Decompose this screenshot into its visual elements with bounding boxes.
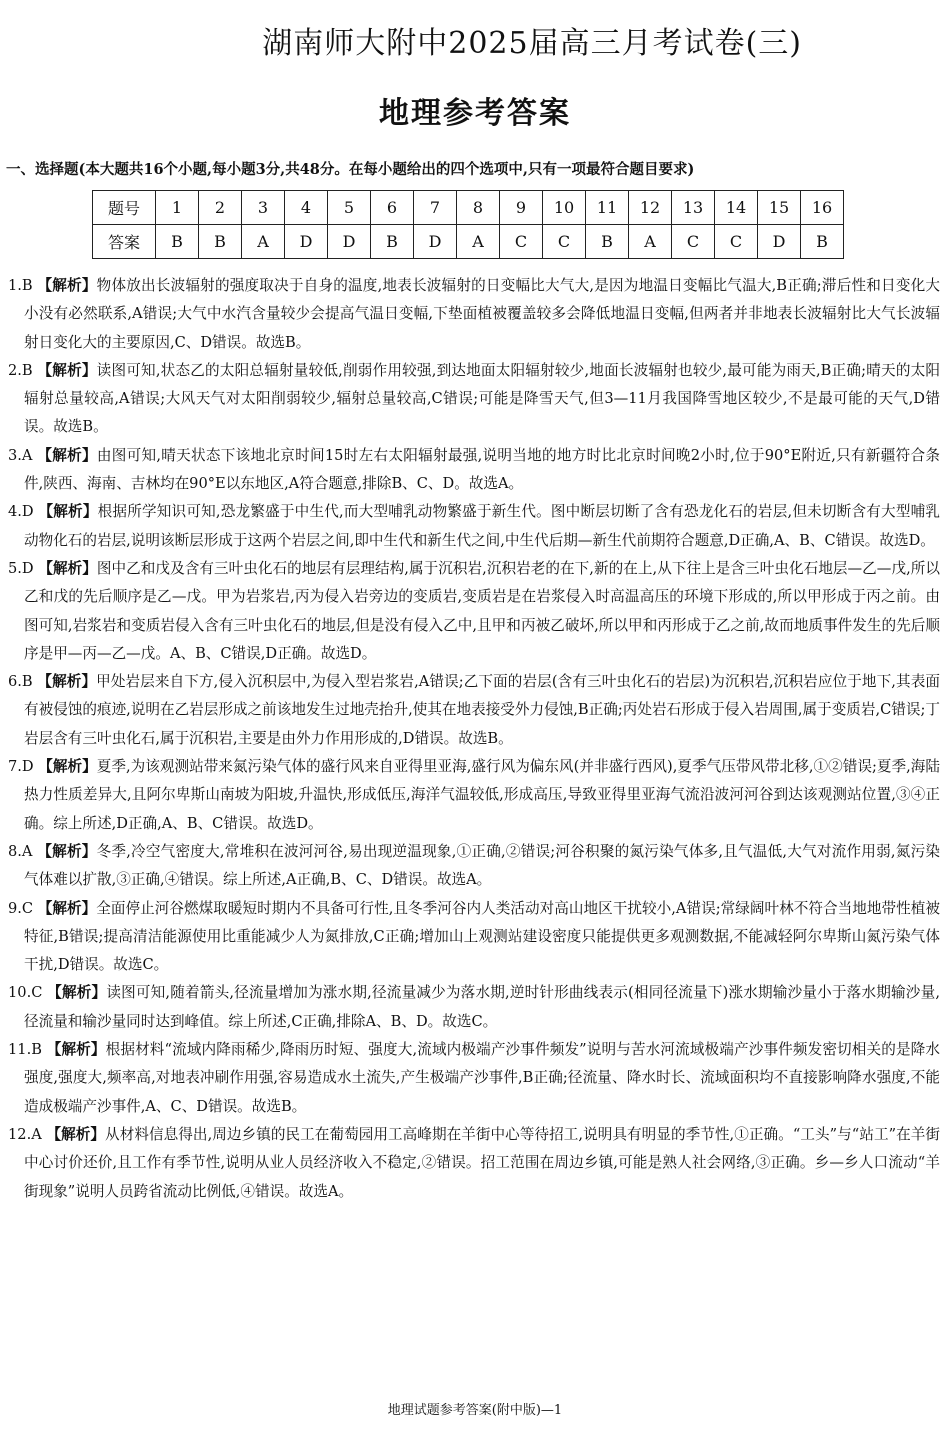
analysis-tag: 【解析】 — [38, 559, 97, 577]
analysis-tag: 【解析】 — [46, 1125, 106, 1143]
explanation-text: 根据所学知识可知,恐龙繁盛于中生代,而大型哺乳动物繁盛于新生代。图中断层切断了含有恐龙化石的岩层,但未切断含有大型哺乳动物化石的岩层,说明该断层形成于这两个岩层之间,即中生代和新生代之间,中生代后期—新生代前期符合题意,D正确,A、B、C错误。故选D。 — [24, 503, 940, 549]
row-label-number: 题号 — [93, 191, 156, 225]
question-number-row — [93, 191, 844, 225]
question-number: 1.B — [8, 277, 33, 294]
analysis-tag: 【解析】 — [38, 503, 98, 521]
answer-cell: D — [414, 225, 457, 259]
analysis-tag: 【解析】 — [37, 446, 97, 464]
explanation-item — [8, 272, 940, 357]
question-number: 7.D — [8, 758, 34, 776]
answer-cell: D — [285, 225, 328, 259]
analysis-tag: 【解析】 — [46, 1041, 106, 1059]
explanation-item — [8, 498, 940, 555]
question-number-cell: 15 — [758, 191, 801, 225]
question-number-cell: 11 — [586, 191, 629, 225]
answer-cell: C — [500, 225, 543, 259]
answer-cell: C — [543, 225, 586, 259]
explanation-text: 甲处岩层来自下方,侵入沉积层中,为侵入型岩浆岩,A错误;乙下面的岩层(含有三叶虫化石的岩层)为沉积岩,沉积岩应位于地下,其表面有被侵蚀的痕迹,说明在乙岩层形成之前该地发生过地壳抬升,使其在地表接受外力侵蚀,B正确;丙处岩石形成于侵入岩周围,属于变质岩,C错误;丁岩层含有三叶虫化石,属于沉积岩,主要是由外力作用形成的,D错误。故选B。 — [24, 673, 940, 747]
analysis-tag: 【解析】 — [37, 277, 97, 294]
question-number: 5.D — [8, 559, 34, 577]
section-heading: 一、选择题(本大题共16个小题,每小题3分,共48分。在每小题给出的四个选项中,只有一项最符合题目要求) — [6, 161, 695, 178]
explanation-item — [8, 979, 940, 1036]
page-subtitle: 地理参考答案 — [379, 96, 571, 131]
explanation-item — [8, 668, 940, 753]
exam-title: 湖南师大附中2025届高三月考试卷(三) — [262, 26, 802, 61]
question-number-cell: 13 — [672, 191, 715, 225]
page-footer: 地理试题参考答案(附中版)—1 — [387, 1403, 563, 1418]
explanation-text: 根据材料“流域内降雨稀少,降雨历时短、强度大,流域内极端产沙事件频发”说明与苦水河流域极端产沙事件频发密切相关的是降水强度,强度大,频率高,对地表冲刷作用强,容易造成水土流失,产生极端产沙事件,B正确;径流量、降水时长、流域面积均不直接影响降水强度,不能造成极端产沙事件,A、C、D错误。故选B。 — [24, 1041, 940, 1115]
question-number-cell: 1 — [156, 191, 199, 225]
answer-cell: D — [758, 225, 801, 259]
explanation-item — [8, 555, 940, 668]
explanation-item — [8, 895, 940, 980]
explanation-text: 全面停止河谷燃煤取暖短时期内不具备可行性,且冬季河谷内人类活动对高山地区干扰较小,A错误;常绿阔叶林不符合当地地带性植被特征,B错误;提高清洁能源使用比重能减少人为氮排放,C正确;增加山上观测站建设密度只能提供更多观测数据,不能减轻阿尔卑斯山氮污染气体干扰,D错误。故选C。 — [24, 899, 940, 974]
analysis-tag: 【解析】 — [37, 842, 97, 860]
question-number: 9.C — [8, 899, 34, 917]
answer-cell: C — [715, 225, 758, 259]
question-number-cell: 6 — [371, 191, 414, 225]
analysis-tag: 【解析】 — [37, 899, 97, 917]
row-label-answer: 答案 — [93, 225, 156, 259]
page-header — [0, 12, 950, 70]
analysis-tag: 【解析】 — [47, 984, 107, 1002]
answer-row — [93, 225, 844, 259]
analysis-tag: 【解析】 — [38, 758, 97, 776]
explanation-text: 由图可知,晴天状态下该地北京时间15时左右太阳辐射最强,说明当地的地方时比北京时间晚2小时,位于90°E附近,只有新疆符合条件,陕西、海南、吉林均在90°E以东地区,A符合题意,排除B、C、D。故选A。 — [24, 446, 940, 493]
answer-table — [92, 190, 844, 259]
explanation-item — [8, 442, 940, 499]
question-number-cell: 14 — [715, 191, 758, 225]
answer-cell: C — [672, 225, 715, 259]
answer-cell: B — [156, 225, 199, 259]
question-number-cell: 7 — [414, 191, 457, 225]
answer-cell: B — [199, 225, 242, 259]
explanation-text: 物体放出长波辐射的强度取决于自身的温度,地表长波辐射的日变幅比大气大,是因为地温日变幅比气温大,B正确;滞后性和日变化大小没有必然联系,A错误;大气中水汽含量较少会提高气温日变幅,下垫面植被覆盖较多会降低地温日变幅,但两者并非地表长波辐射比大气长波辐射日变化大的主要原因,C、D错误。故选B。 — [24, 277, 940, 351]
question-number-cell: 2 — [199, 191, 242, 225]
question-number-cell: 10 — [543, 191, 586, 225]
explanation-item — [8, 357, 940, 442]
question-number-cell: 3 — [242, 191, 285, 225]
answer-cell: A — [457, 225, 500, 259]
explanation-text: 冬季,冷空气密度大,常堆积在波河河谷,易出现逆温现象,①正确,②错误;河谷积聚的氮污染气体多,且气温低,大气对流作用弱,氮污染气体难以扩散,③正确,④错误。综上所述,A正确,B、C、D错误。故选A。 — [24, 842, 940, 889]
question-number: 3.A — [8, 446, 33, 464]
analysis-tag: 【解析】 — [37, 673, 97, 691]
question-number: 6.B — [8, 673, 33, 691]
answer-cell: A — [629, 225, 672, 259]
question-number: 11.B — [8, 1041, 42, 1059]
question-number-cell: 16 — [801, 191, 844, 225]
question-number: 12.A — [8, 1125, 42, 1143]
answer-cell: B — [371, 225, 414, 259]
explanation-text: 读图可知,随着箭头,径流量增加为涨水期,径流量减少为落水期,逆时针形曲线表示(相同径流量下)涨水期输沙量小于落水期输沙量,径流量和输沙量同时达到峰值。综上所述,C正确,排除A、B、D。故选C。 — [24, 984, 940, 1030]
explanation-text: 夏季,为该观测站带来氮污染气体的盛行风来自亚得里亚海,盛行风为偏东风(并非盛行西风),夏季气压带风带北移,①②错误;夏季,海陆热力性质差异大,且阿尔卑斯山南坡为阳坡,升温快,形成低压,海洋气温较低,形成高压,导致亚得里亚海气流沿波河河谷到达该观测站位置,③④正确。综上所述,D正确,A、B、C错误。故选D。 — [24, 758, 940, 832]
explanation-text: 读图可知,状态乙的太阳总辐射量较低,削弱作用较强,到达地面太阳辐射较少,地面长波辐射也较少,最可能为雨天,B正确;晴天的太阳辐射总量较高,A错误;大风天气对太阳削弱较少,辐射总量较高,C错误;可能是降雪天气,但3—11月我国降雪地区较少,不是最可能的天气,D错误。故选B。 — [24, 361, 940, 436]
question-number-cell: 8 — [457, 191, 500, 225]
answer-cell: D — [328, 225, 371, 259]
question-number: 4.D — [8, 503, 34, 521]
explanation-text: 图中乙和戊及含有三叶虫化石的地层有层理结构,属于沉积岩,沉积岩老的在下,新的在上,从下往上是含三叶虫化石地层—乙—戊,所以乙和戊的先后顺序是乙—戊。甲为岩浆岩,丙为侵入岩旁边的变质岩,变质岩是在岩浆侵入时高温高压的环境下形成的,所以甲形成于丙之前。由图可知,岩浆岩和变质岩侵入含有三叶虫化石的地层,但是没有侵入乙中,且甲和丙被乙破坏,所以甲和丙形成于乙之前,故而地质事件发生的先后顺序是甲—丙—乙—戊。A、B、C错误,D正确。故选D。 — [24, 559, 940, 662]
question-number-cell: 12 — [629, 191, 672, 225]
explanation-item — [8, 1036, 940, 1121]
answer-cell: A — [242, 225, 285, 259]
question-number-cell: 4 — [285, 191, 328, 225]
explanation-text: 从材料信息得出,周边乡镇的民工在葡萄园用工高峰期在羊街中心等待招工,说明具有明显的季节性,①正确。“工头”与“站工”在羊街中心讨价还价,且工作有季节性,说明从业人员经济收入不稳定,②错误。招工范围在周边乡镇,可能是熟人社会网络,③正确。乡—乡人口流动“羊街现象”说明人员跨省流动比例低,④错误。故选A。 — [24, 1125, 941, 1200]
question-number: 2.B — [8, 361, 33, 379]
explanation-item — [8, 838, 940, 895]
answer-cell: B — [801, 225, 844, 259]
explanation-item — [8, 753, 940, 838]
question-number-cell: 9 — [500, 191, 543, 225]
explanations-list — [8, 272, 940, 1206]
question-number: 10.C — [8, 984, 43, 1002]
analysis-tag: 【解析】 — [37, 361, 97, 379]
answer-cell: B — [586, 225, 629, 259]
question-number-cell: 5 — [328, 191, 371, 225]
explanation-item — [8, 1121, 940, 1206]
question-number: 8.A — [8, 842, 33, 860]
